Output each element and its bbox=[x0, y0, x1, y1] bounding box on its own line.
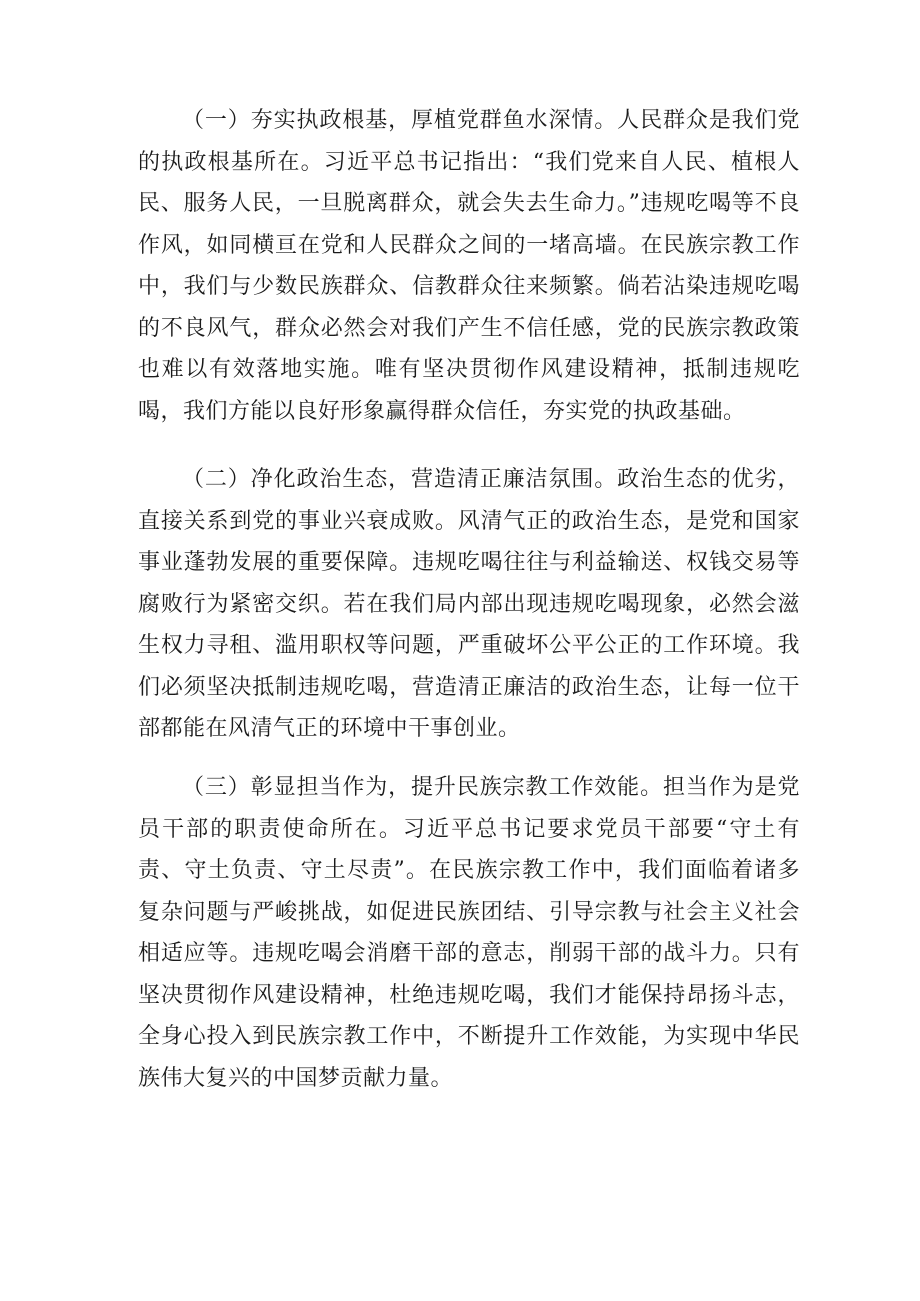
paragraph-3: （三）彰显担当作为，提升民族宗教工作效能。担当作为是党员干部的职责使命所在。习近平总书记要求党员干部要“守土有责、守土负责、守土尽责”。在民族宗教工作中，我们面临着诸多复杂问题与严峻挑战，如促进民族团结、引导宗教与社会主义社会相适应等。违规吃喝会消磨干部的意志，削弱干部的战斗力。只有坚决贯彻作风建设精神，杜绝违规吃喝，我们才能保持昂扬斗志，全身心投入到民族宗教工作中，不断提升工作效能，为实现中华民族伟大复兴的中国梦贡献力量。 bbox=[138, 775, 800, 1091]
paragraph-2: （二）净化政治生态，营造清正廉洁氛围。政治生态的优劣，直接关系到党的事业兴衰成败。风清气正的政治生态，是党和国家事业蓬勃发展的重要保障。违规吃喝往往与利益输送、权钱交易等腐败行为紧密交织。若在我们局内部出现违规吃喝现象，必然会滋生权力寻租、滥用职权等问题，严重破坏公平公正的工作环境。我们必须坚决抵制违规吃喝，营造清正廉洁的政治生态，让每一位干部都能在风清气正的环境中干事创业。 bbox=[138, 467, 800, 741]
paragraph-1: （一）夯实执政根基，厚植党群鱼水深情。人民群众是我们党的执政根基所在。习近平总书记指出：“我们党来自人民、植根人民、服务人民，一旦脱离群众，就会失去生命力。”违规吃喝等不良作风，如同横亘在党和人民群众之间的一堵高墙。在民族宗教工作中，我们与少数民族群众、信教群众往来频繁。倘若沾染违规吃喝的不良风气，群众必然会对我们产生不信任感，党的民族宗教政策也难以有效落地实施。唯有坚决贯彻作风建设精神，抵制违规吃喝，我们方能以良好形象赢得群众信任，夯实党的执政基础。 bbox=[138, 108, 800, 424]
